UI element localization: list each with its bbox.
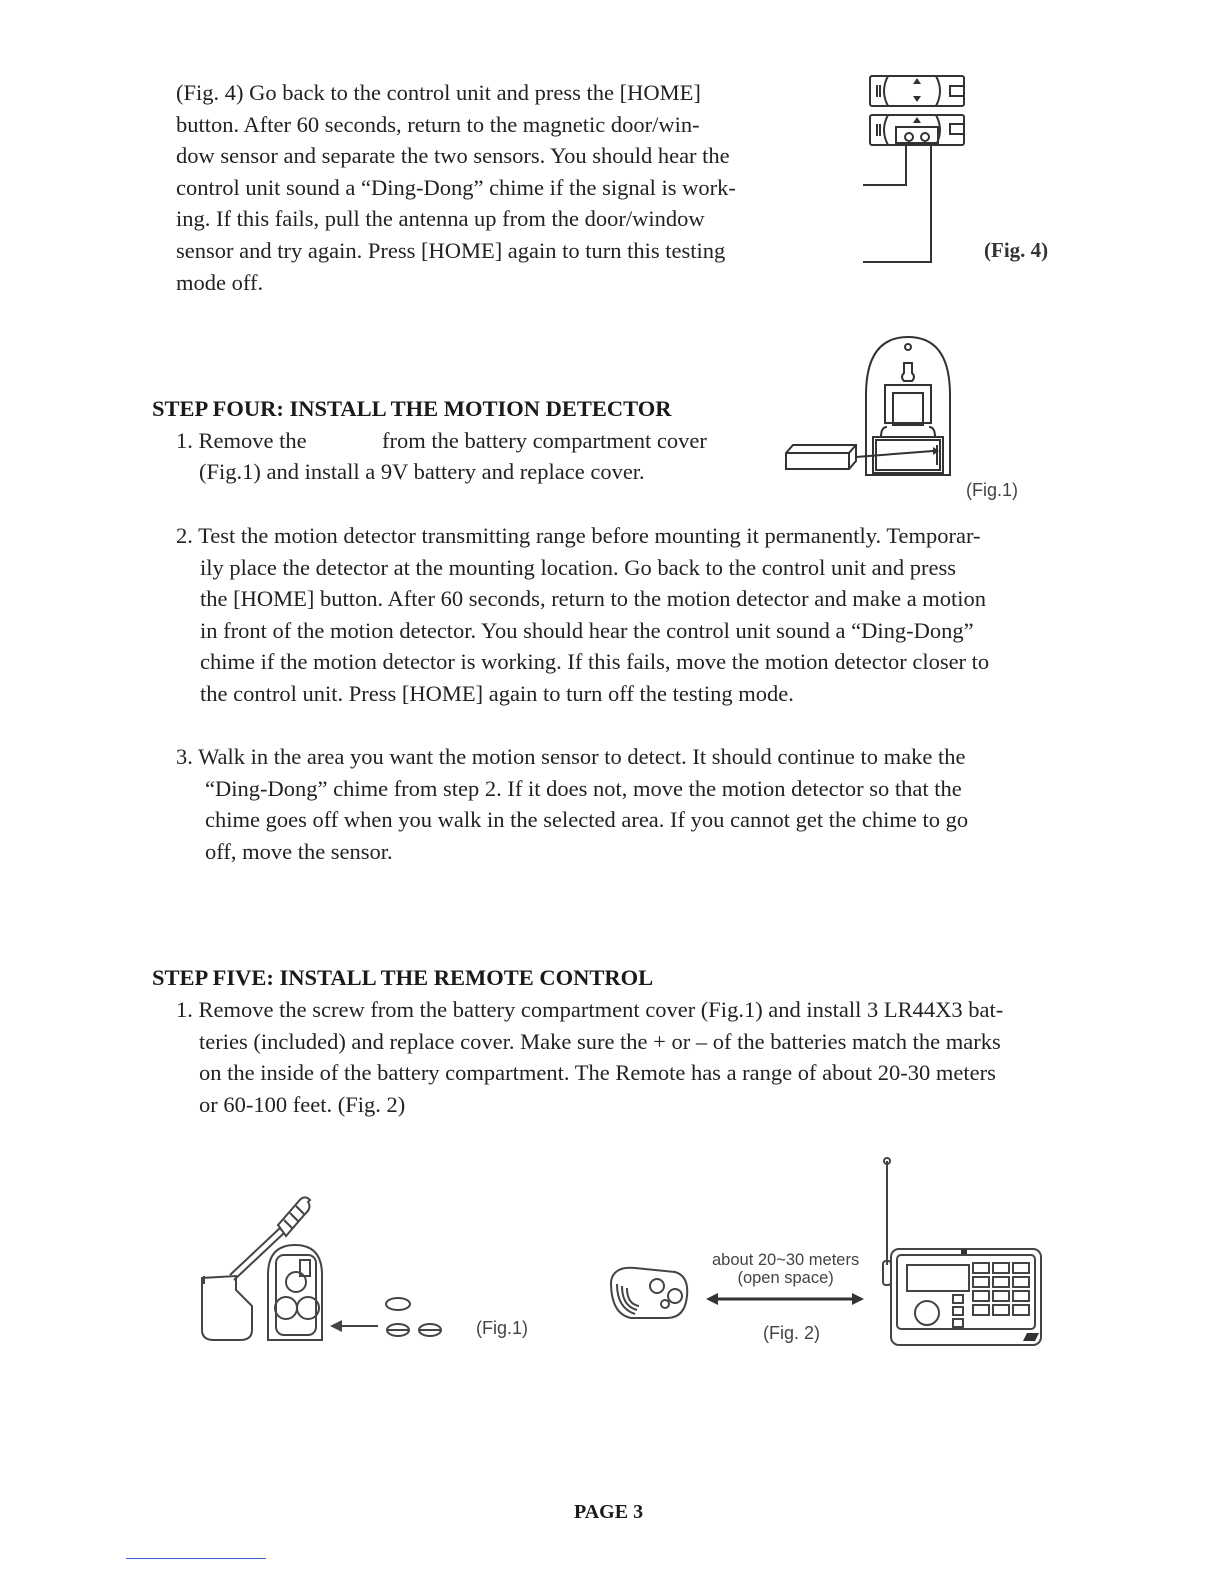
paragraph-line: chime goes off when you walk in the selected area. If you cannot get the chime to go [205, 807, 969, 833]
step-five-fig2-caption: (Fig. 2) [763, 1323, 821, 1343]
step-four-item2 [176, 520, 989, 710]
paragraph-line: 1. Remove the screw from the battery compartment cover (Fig.1) and install 3 LR44X3 bat- [176, 997, 1004, 1022]
remote-battery-install-illustration [190, 1190, 450, 1350]
paragraph-line: teries (included) and replace cover. Make sure the + or – of the batteries match the marks [199, 1028, 1001, 1054]
paragraph-line: off, move the sensor. [205, 838, 393, 864]
range-label-line1: about 20~30 meters [712, 1251, 860, 1269]
paragraph-line: chime if the motion detector is working. If this fails, move the motion detector closer to [200, 649, 990, 675]
step-four-fig1-caption: (Fig.1) [966, 480, 1019, 500]
door-window-sensor-illustration [858, 70, 973, 270]
paragraph-line: sensor and try again. Press [HOME] again to turn this testing [176, 237, 726, 263]
step-four-item1-part-a: 1. Remove the [176, 428, 307, 453]
paragraph-line: dow sensor and separate the two sensors. You should hear the [176, 143, 730, 169]
step-five-fig1-caption: (Fig.1) [476, 1318, 529, 1338]
range-label [712, 1251, 859, 1287]
paragraph-line: (Fig. 4) Go back to the control unit and press the [HOME] [176, 80, 701, 105]
paragraph-line: ily place the detector at the mounting location. Go back to the control unit and press [200, 554, 957, 580]
paragraph-line: 2. Test the motion detector transmitting range before mounting it permanently. Temporar- [176, 523, 981, 548]
step-four-item1-line2: (Fig.1) and install a 9V battery and replace cover. [199, 459, 645, 484]
range-label-line2: (open space) [737, 1269, 834, 1287]
paragraph-line: ing. If this fails, pull the antenna up from the door/window [176, 206, 705, 232]
paragraph-line: or 60-100 feet. (Fig. 2) [199, 1091, 406, 1117]
step-four-item3 [176, 741, 968, 867]
footer-link-underline [126, 1558, 266, 1559]
control-unit-illustration [875, 1155, 1050, 1350]
step-four-item1-part-b: from the battery compartment cover [382, 428, 707, 453]
paragraph-line: control unit sound a “Ding-Dong” chime if the signal is work- [176, 174, 736, 200]
page-number: PAGE 3 [574, 1501, 644, 1523]
remote-control-illustration [605, 1262, 695, 1324]
paragraph-line: the [HOME] button. After 60 seconds, return to the motion detector and make a motion [200, 586, 987, 612]
paragraph-line: the control unit. Press [HOME] again to turn off the testing mode. [200, 680, 794, 706]
step-five-item1 [176, 994, 1003, 1120]
paragraph-line: 3. Walk in the area you want the motion sensor to detect. It should continue to make the [176, 744, 966, 769]
step-five-heading: STEP FIVE: INSTALL THE REMOTE CONTROL [152, 965, 654, 990]
paragraph-line: on the inside of the battery compartment. The Remote has a range of about 20-30 meters [199, 1060, 996, 1086]
fig4-paragraph [176, 77, 736, 298]
range-arrow-icon [704, 1290, 866, 1308]
paragraph-line: “Ding-Dong” chime from step 2. If it does not, move the motion detector so that the [205, 775, 962, 801]
paragraph-line: in front of the motion detector. You should hear the control unit sound a “Ding-Dong” [200, 617, 974, 643]
fig4-caption: (Fig. 4) [984, 238, 1049, 262]
motion-detector-battery-illustration [783, 333, 963, 483]
step-four-heading: STEP FOUR: INSTALL THE MOTION DETECTOR [152, 396, 672, 421]
paragraph-line: mode off. [176, 269, 264, 295]
paragraph-line: button. After 60 seconds, return to the magnetic door/win- [176, 111, 700, 137]
